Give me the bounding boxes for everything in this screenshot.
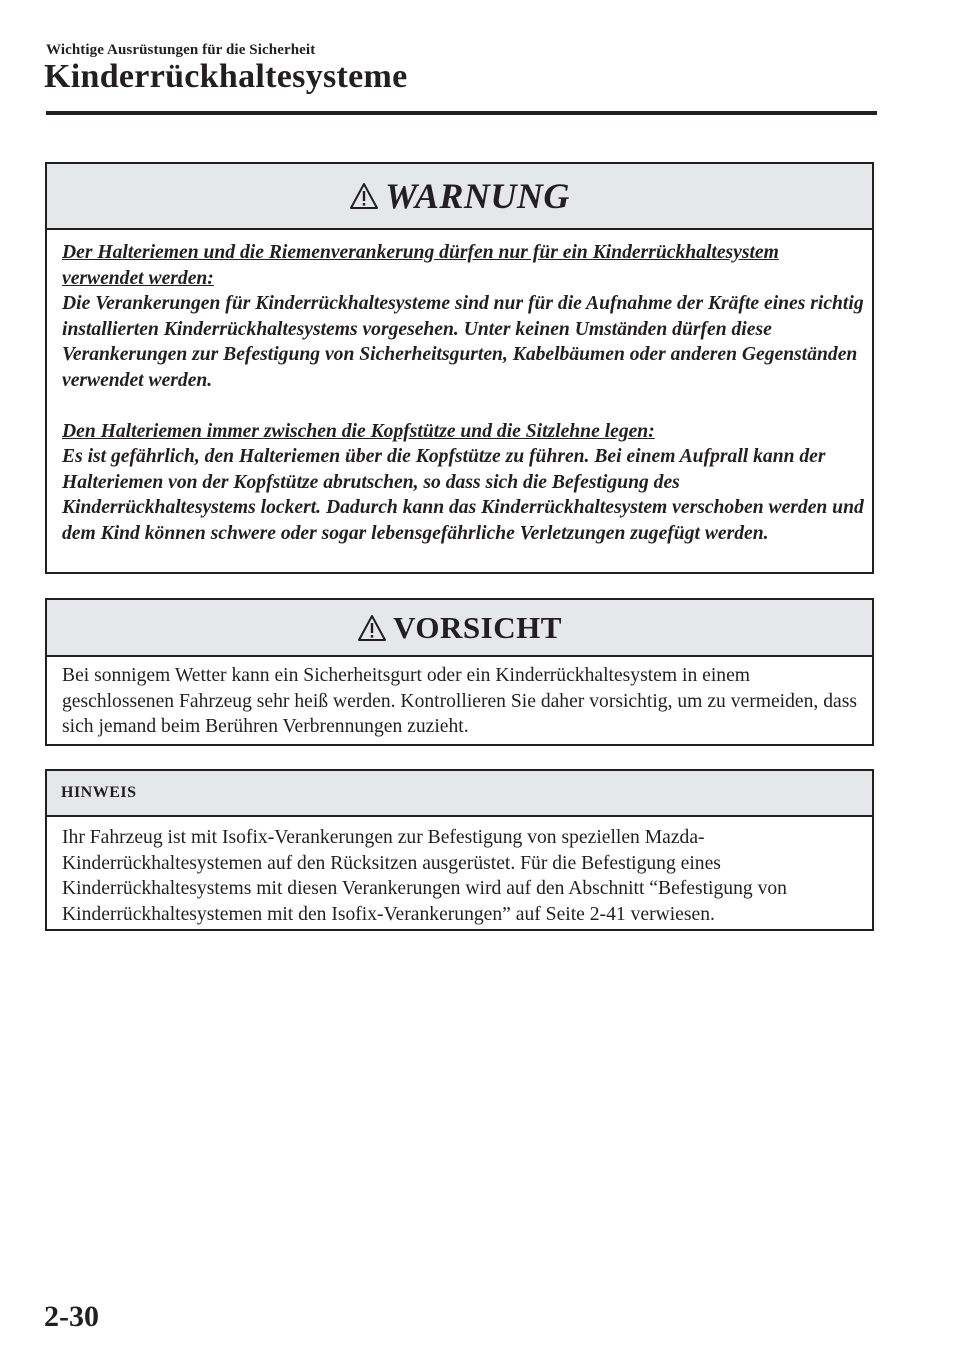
caution-text: Bei sonnigem Wetter kann ein Sicherheitsgurt oder ein Kinderrückhaltesystem in einem geschlossenen Fahrzeug sehr heiß werden. Kontrollieren Sie daher vorsichtig, um zu vermeiden, dass sich jemand beim Berühren Verbrennungen zuzieht.: [62, 665, 857, 738]
caution-box: [45, 598, 874, 746]
warning-text-2: Es ist gefährlich, den Halteriemen über die Kopfstütze zu führen. Bei einem Aufprall kann der Halteriemen von der Kopfstütze abrutschen, so dass sich die Befestigung des Kinderrückhaltesystems lockert. Dadurch kann das Kinderrückhaltesystem verschoben werden und dem Kind können schwere oder sogar lebensgefährliche Verletzungen zugefügt werden.: [62, 446, 864, 544]
caution-title: VORSICHT: [393, 609, 562, 645]
note-title: HINWEIS: [61, 784, 137, 801]
page-title: Kinderrückhaltesysteme: [44, 58, 408, 95]
warning-body: [47, 230, 872, 547]
warning-heading-2: Den Halteriemen immer zwischen die Kopfstütze und die Sitzlehne legen:: [62, 420, 655, 442]
note-box: [45, 769, 874, 931]
warning-title: WARNUNG: [385, 176, 570, 216]
section-label: Wichtige Ausrüstungen für die Sicherheit: [46, 42, 316, 58]
caution-header: [47, 600, 872, 657]
warning-triangle-icon: [349, 182, 379, 210]
warning-heading-1: Der Halteriemen und die Riemenverankerung dürfen nur für ein Kinderrückhaltesystem verwendet werden:: [62, 242, 779, 289]
warning-triangle-icon: [357, 614, 387, 642]
page-number: 2-30: [44, 1300, 99, 1333]
warning-text-1: Die Verankerungen für Kinderrückhaltesysteme sind nur für die Aufnahme der Kräfte eines richtig installierten Kinderrückhaltesystems vorgesehen. Unter keinen Umständen dürfen diese Verankerungen zur Befestigung von Sicherheitsgurten, Kabelbäumen oder anderen Gegenständen verwendet werden.: [62, 293, 864, 391]
title-divider: [46, 111, 877, 115]
note-header: [47, 771, 872, 817]
warning-header: [47, 164, 872, 230]
warning-box: [45, 162, 874, 574]
note-text: Ihr Fahrzeug ist mit Isofix-Verankerungen zur Befestigung von speziellen Mazda-Kinderrückhaltesystemen auf den Rücksitzen ausgerüstet. Für die Befestigung eines Kinderrückhaltesystems mit diesen Verankerungen wird auf den Abschnitt “Befestigung von Kinderrückhaltesystemen mit den Isofix-Verankerungen” auf Seite 2-41 verwiesen.: [62, 827, 787, 925]
